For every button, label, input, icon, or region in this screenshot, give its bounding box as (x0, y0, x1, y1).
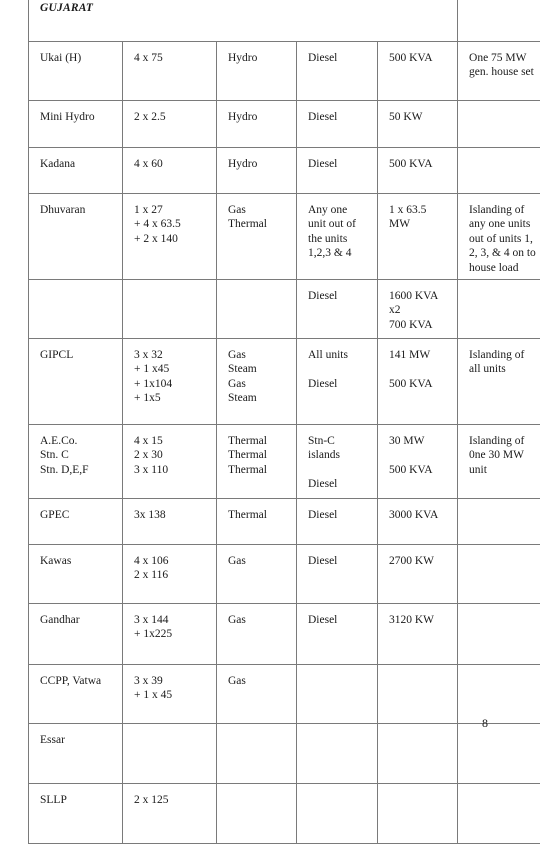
page-number: 8 (482, 716, 488, 731)
cell-capacity (378, 194, 458, 280)
cell-station (29, 545, 123, 604)
cell-capacity (378, 499, 458, 545)
capacity-text: 500 KVA (378, 148, 457, 171)
remarks-text (458, 499, 540, 508)
table-row (29, 194, 540, 280)
cell-type (217, 425, 297, 499)
type-text: Hydro (217, 42, 296, 65)
type-text: Gas (217, 545, 296, 568)
capacity-text (378, 784, 457, 793)
cell-station (29, 148, 123, 194)
remarks-text (458, 604, 540, 613)
cell-capacity (378, 280, 458, 339)
cell-units (123, 280, 217, 339)
cell-capacity (378, 604, 458, 665)
capacity-text (378, 665, 457, 674)
remarks-text (458, 724, 540, 733)
station-text: CCPP, Vatwa (29, 665, 122, 688)
cell-remarks (458, 724, 540, 784)
table-row (29, 42, 540, 101)
cell-station (29, 194, 123, 280)
table-row (29, 604, 540, 665)
source-text (297, 784, 377, 793)
table-row (29, 784, 540, 844)
cell-type (217, 101, 297, 148)
cell-type (217, 665, 297, 724)
cell-source (297, 545, 378, 604)
cell-capacity (378, 545, 458, 604)
stations-table (28, 0, 540, 844)
cell-station (29, 499, 123, 545)
cell-capacity (378, 42, 458, 101)
type-text: Hydro (217, 101, 296, 124)
table-row (29, 280, 540, 339)
cell-source (297, 101, 378, 148)
section-header-row (29, 0, 540, 42)
station-text: Ukai (H) (29, 42, 122, 65)
station-text: GPEC (29, 499, 122, 522)
cell-type (217, 724, 297, 784)
cell-source (297, 604, 378, 665)
cell-type (217, 194, 297, 280)
cell-source (297, 724, 378, 784)
cell-remarks (458, 194, 540, 280)
units-text: 4 x 75 (123, 42, 216, 65)
type-text (217, 784, 296, 793)
cell-units (123, 339, 217, 425)
cell-remarks (458, 665, 540, 724)
section-title: GUJARAT (29, 0, 457, 15)
type-text (217, 724, 296, 733)
cell-capacity (378, 101, 458, 148)
cell-type (217, 280, 297, 339)
remarks-text: Islanding of all units (458, 339, 540, 377)
table-cell (458, 0, 540, 42)
cell-station (29, 101, 123, 148)
units-text (123, 724, 216, 733)
cell-units (123, 148, 217, 194)
cell-remarks (458, 784, 540, 844)
capacity-text: 500 KVA (378, 42, 457, 65)
cell-source (297, 280, 378, 339)
remarks-text (458, 545, 540, 554)
units-text: 4 x 15 2 x 30 3 x 110 (123, 425, 216, 477)
remarks-text (458, 665, 540, 674)
cell-units (123, 665, 217, 724)
cell-capacity (378, 724, 458, 784)
source-text: Diesel (297, 499, 377, 522)
source-text: Diesel (297, 280, 377, 303)
cell-units (123, 545, 217, 604)
units-text: 3 x 39 + 1 x 45 (123, 665, 216, 703)
cell-remarks (458, 148, 540, 194)
cell-capacity (378, 425, 458, 499)
cell-source (297, 148, 378, 194)
capacity-text: 2700 KW (378, 545, 457, 568)
station-text: Dhuvaran (29, 194, 122, 217)
cell-remarks (458, 101, 540, 148)
cell-station (29, 724, 123, 784)
type-text: Gas Thermal (217, 194, 296, 232)
station-text: Gandhar (29, 604, 122, 627)
cell-remarks (458, 280, 540, 339)
cell-type (217, 545, 297, 604)
section-title-cell (29, 0, 458, 42)
units-text: 4 x 106 2 x 116 (123, 545, 216, 583)
remarks-text (458, 101, 540, 110)
table-row (29, 724, 540, 784)
cell-source (297, 784, 378, 844)
source-text: Diesel (297, 148, 377, 171)
cell-units (123, 425, 217, 499)
type-text: Gas (217, 665, 296, 688)
cell-capacity (378, 148, 458, 194)
cell-units (123, 101, 217, 148)
units-text: 2 x 2.5 (123, 101, 216, 124)
station-text: A.E.Co. Stn. C Stn. D,E,F (29, 425, 122, 477)
station-text: Essar (29, 724, 122, 747)
source-text (297, 665, 377, 674)
capacity-text: 30 MW 500 KVA (378, 425, 457, 477)
capacity-text: 50 KW (378, 101, 457, 124)
cell-station (29, 604, 123, 665)
table-row (29, 339, 540, 425)
units-text: 4 x 60 (123, 148, 216, 171)
capacity-text: 141 MW 500 KVA (378, 339, 457, 391)
station-text (29, 280, 122, 289)
remarks-text: Islanding of 0ne 30 MW unit (458, 425, 540, 477)
cell-station (29, 784, 123, 844)
source-text: Diesel (297, 604, 377, 627)
cell-remarks (458, 425, 540, 499)
type-text: Thermal Thermal Thermal (217, 425, 296, 477)
cell-remarks (458, 604, 540, 665)
cell-source (297, 665, 378, 724)
remarks-text: Islanding of any one units out of units 1, 2, 3, & 4 on to house load (458, 194, 540, 275)
remarks-text (458, 784, 540, 793)
cell-type (217, 784, 297, 844)
source-text: Diesel (297, 42, 377, 65)
table-row (29, 499, 540, 545)
remarks-text (458, 280, 540, 289)
cell-type (217, 604, 297, 665)
station-text: Kawas (29, 545, 122, 568)
capacity-text: 3120 KW (378, 604, 457, 627)
source-text (297, 724, 377, 733)
cell-station (29, 665, 123, 724)
cell-station (29, 339, 123, 425)
units-text: 3 x 32 + 1 x45 + 1x104 + 1x5 (123, 339, 216, 406)
cell-type (217, 339, 297, 425)
cell-capacity (378, 665, 458, 724)
cell-type (217, 499, 297, 545)
source-text: Any one unit out of the units 1,2,3 & 4 (297, 194, 377, 261)
cell-units (123, 604, 217, 665)
table-row (29, 545, 540, 604)
table-row (29, 425, 540, 499)
capacity-text: 1 x 63.5 MW (378, 194, 457, 232)
cell-source (297, 425, 378, 499)
table-row (29, 101, 540, 148)
units-text: 2 x 125 (123, 784, 216, 807)
type-text (217, 280, 296, 289)
cell-source (297, 499, 378, 545)
cell-type (217, 42, 297, 101)
cell-station (29, 280, 123, 339)
type-text: Gas (217, 604, 296, 627)
cell-remarks (458, 499, 540, 545)
source-text: Diesel (297, 101, 377, 124)
station-text: Mini Hydro (29, 101, 122, 124)
cell-units (123, 194, 217, 280)
source-text: All units Diesel (297, 339, 377, 391)
type-text: Gas Steam Gas Steam (217, 339, 296, 406)
station-text: SLLP (29, 784, 122, 807)
cell-units (123, 724, 217, 784)
source-text: Diesel (297, 545, 377, 568)
cell-remarks (458, 42, 540, 101)
capacity-text (378, 724, 457, 733)
cell-source (297, 42, 378, 101)
cell-units (123, 42, 217, 101)
units-text: 3x 138 (123, 499, 216, 522)
cell-type (217, 148, 297, 194)
units-text (123, 280, 216, 289)
units-text: 1 x 27 + 4 x 63.5 + 2 x 140 (123, 194, 216, 246)
cell-units (123, 499, 217, 545)
cell-capacity (378, 339, 458, 425)
capacity-text: 3000 KVA (378, 499, 457, 522)
cell-capacity (378, 784, 458, 844)
cell-remarks (458, 545, 540, 604)
cell-units (123, 784, 217, 844)
type-text: Thermal (217, 499, 296, 522)
remarks-text (458, 148, 540, 157)
station-text: GIPCL (29, 339, 122, 362)
cell-source (297, 194, 378, 280)
cell-station (29, 42, 123, 101)
units-text: 3 x 144 + 1x225 (123, 604, 216, 642)
capacity-text: 1600 KVA x2 700 KVA (378, 280, 457, 332)
cell-station (29, 425, 123, 499)
table-row (29, 665, 540, 724)
source-text: Stn-C islands Diesel (297, 425, 377, 492)
cell-remarks (458, 339, 540, 425)
remarks-text: One 75 MW gen. house set (458, 42, 540, 80)
type-text: Hydro (217, 148, 296, 171)
station-text: Kadana (29, 148, 122, 171)
table-row (29, 148, 540, 194)
cell-source (297, 339, 378, 425)
